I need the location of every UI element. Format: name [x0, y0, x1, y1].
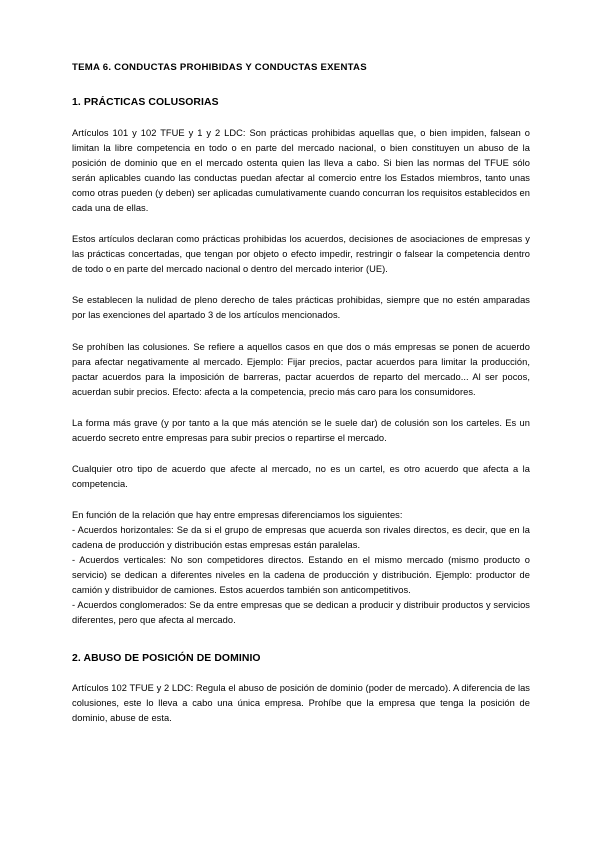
section-heading-abuso-posicion-dominio: 2. ABUSO DE POSICIÓN DE DOMINIO — [72, 653, 261, 665]
document-title: TEMA 6. CONDUCTAS PROHIBIDAS Y CONDUCTAS EXENTAS — [72, 62, 367, 73]
list-item: - Acuerdos conglomerados: Se da entre empresas que se dedican a producir y distribuir productos y servicios diferentes, pero que afecta al mercado. — [72, 600, 530, 626]
list-intro: En función de la relación que hay entre empresas diferenciamos los siguientes: — [72, 509, 403, 520]
paragraph: Se establecen la nulidad de pleno derecho de tales prácticas prohibidas, siempre que no estén amparadas por las exenciones del apartado 3 de los artículos mencionados. — [72, 295, 530, 321]
list-block — [72, 523, 530, 628]
list-item: - Acuerdos horizontales: Se da si el grupo de empresas que acuerda son rivales directos, es decir, que en la cadena de producción y distribución estas empresas están paralelas. — [72, 524, 530, 550]
list-item: - Acuerdos verticales: No son competidores directos. Estando en el mismo mercado (mismo producto o servicio) se dedican a diferentes niveles en la cadena de producción y distribución. Ejemplo: productor de camión y distribuidor de camiones. Estos acuerdos también son anticompetitivos. — [72, 555, 530, 596]
paragraph: Estos artículos declaran como prácticas prohibidas los acuerdos, decisiones de asociaciones de empresas y las prácticas concertadas, que tengan por objeto o efecto impedir, restringir o falsear la competencia dentro de todo o en parte del mercado nacional o dentro del mercado interior (UE). — [72, 234, 530, 275]
paragraph: La forma más grave (y por tanto a la que más atención se le suele dar) de colusión son los carteles. Es un acuerdo secreto entre empresas para subir precios o repartirse el mercado. — [72, 417, 530, 443]
paragraph: Artículos 101 y 102 TFUE y 1 y 2 LDC: Son prácticas prohibidas aquellas que, o bien impiden, falsean o limitan la libre competencia en todo o en parte del mercado nacional, o bien constituyen un abuso de la posición de dominio que en el mercado ostenta quien las lleva a cabo. Si bien las normas del TFUE sólo serán aplicables cuando las conductas puedan afectar al comercio entre los Estados miembros, tanto unas como otras pueden (y deben) ser aplicadas cumulativamente cuando concurran los requisitos establecidos en cada una de ellas. — [72, 127, 530, 214]
paragraph: Se prohíben las colusiones. Se refiere a aquellos casos en que dos o más empresas se ponen de acuerdo para afectar negativamente al mercado. Ejemplo: Fijar precios, pactar acuerdos para limitar la producción, pactar acuerdos para la imposición de barreras, pactar acuerdos de reparto del mercado... Al ser pocos, acuerdan subir precios. Efecto: afecta a la competencia, precio más caro para los consumidores. — [72, 341, 530, 397]
paragraph: Cualquier otro tipo de acuerdo que afecte al mercado, no es un cartel, es otro acuerdo que afecta a la competencia. — [72, 463, 530, 489]
paragraph: Artículos 102 TFUE y 2 LDC: Regula el abuso de posición de dominio (poder de mercado). A diferencia de las colusiones, este lo lleva a cabo una única empresa. Prohíbe que la empresa que tenga la posición de dominio, abuse de esta. — [72, 682, 530, 723]
section-heading-practicas-colusorias: 1. PRÁCTICAS COLUSORIAS — [72, 97, 219, 109]
